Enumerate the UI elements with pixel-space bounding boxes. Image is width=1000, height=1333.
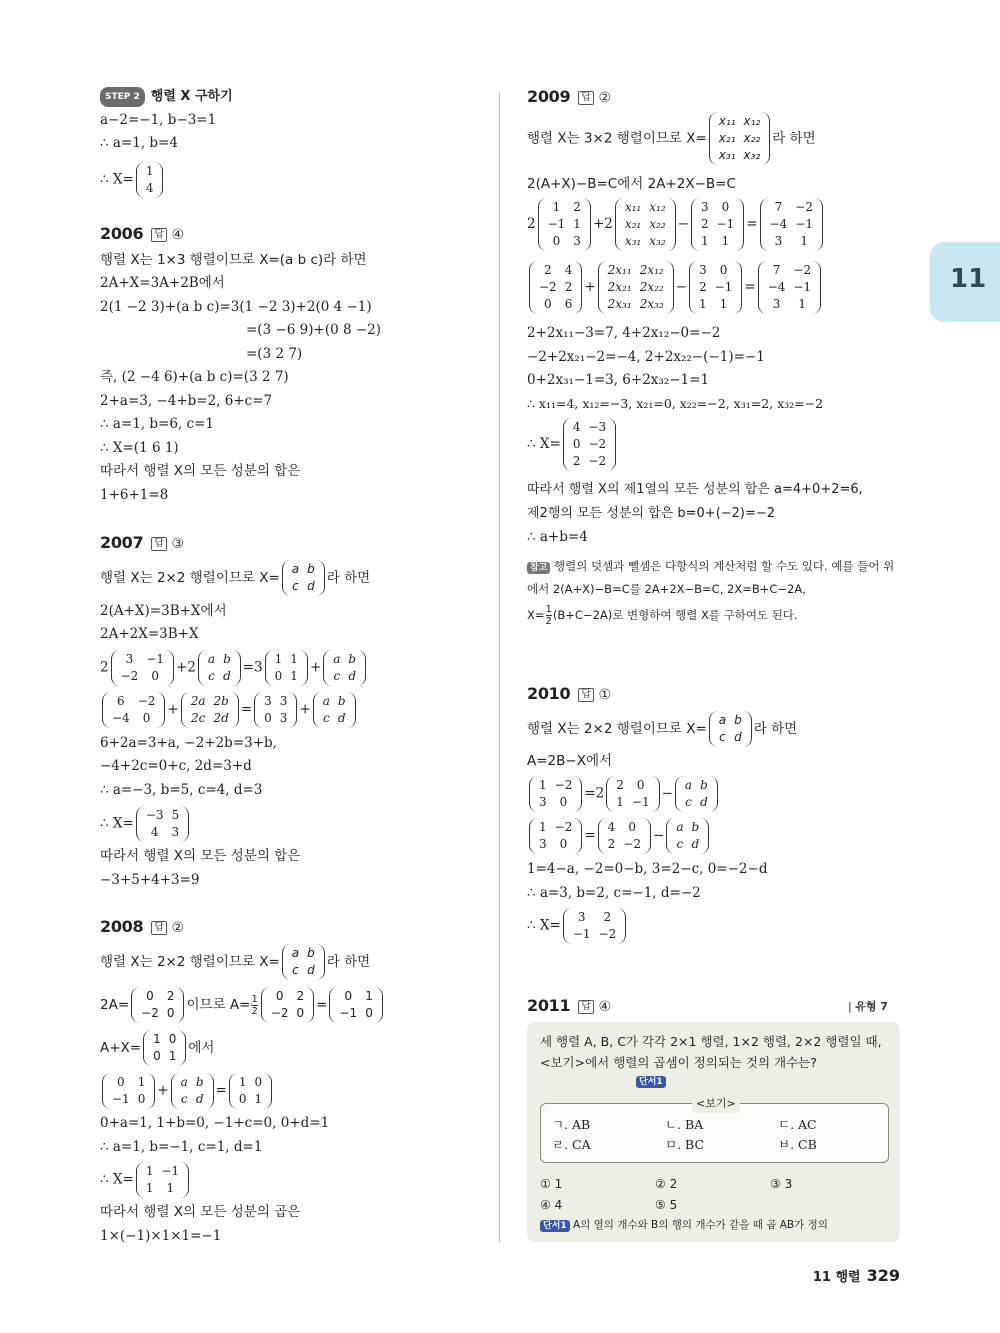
matrix-equation: 1 −2 3 0 = 4 0 2 −2 − a b c d	[527, 818, 711, 854]
math-line: ∴ a=3, b=2, c=−1, d=−2	[527, 885, 701, 901]
note-line: 참고 행렬의 덧셈과 뺄셈은 다항식의 계산처럼 할 수도 있다. 예를 들어 위	[527, 557, 894, 575]
math-line: 2A+2X=3B+X	[100, 626, 199, 642]
matrix-equation: 2 3 −1 −2 0 +2 a b c d =3 1 1 0 1 + a b c d	[100, 650, 368, 686]
math-line: 즉, (2 −4 6)+(a b c)=(3 2 7)	[100, 369, 289, 385]
question-line: <보기>에서 행렬의 곱셈이 정의되는 것의 개수는?	[540, 1055, 817, 1070]
bogi-item: ㄷ. AC	[778, 1117, 817, 1132]
text-line: 행렬 X는 3×2 행렬이므로 X= x₁₁ x₁₂ x₂₁ x₂₂ x₃₁ x₃₂ 라 하면	[527, 112, 816, 165]
math-line: ∴ a=1, b=6, c=1	[100, 416, 214, 432]
math-line: ∴ X= 1 4	[100, 162, 165, 198]
math-line: ∴ a=1, b=4	[100, 135, 178, 151]
matrix-equation: A+X= 1 0 0 1 에서	[100, 1030, 214, 1066]
chapter-tab: 11	[930, 242, 1000, 322]
math-line: A=2B−X에서	[527, 753, 613, 769]
question-line: 세 행렬 A, B, C가 각각 2×1 행렬, 1×2 행렬, 2×2 행렬일 때,	[540, 1034, 882, 1049]
choice-2: ② 2	[655, 1177, 678, 1191]
math-line: 0+a=1, 1+b=0, −1+c=0, 0+d=1	[100, 1115, 330, 1131]
math-line: −3+5+4+3=9	[100, 872, 200, 888]
matrix-equation: 2 1 2 −1 1 0 3 +2 x₁₁ x₁₂ x₂₁ x₂₂ x₃₁ x₃₂ − 3 0 2 −1 1 1 = 7 −2 −4 −1 3 1	[527, 198, 825, 251]
bogi-item: ㄴ. BA	[665, 1117, 704, 1132]
bogi-item: ㄹ. CA	[552, 1137, 591, 1152]
problem-type: | 유형 7	[848, 1000, 888, 1013]
column-divider	[499, 92, 500, 1242]
math-line: 0+2x₃₁−1=3, 6+2x₃₂−1=1	[527, 372, 710, 388]
math-line: a−2=−1, b−3=1	[100, 112, 217, 128]
text-line: 행렬 X는 2×2 행렬이므로 X= a b c d 라 하면	[100, 944, 370, 980]
math-line: 1×(−1)×1×1=−1	[100, 1228, 222, 1244]
text-line: 행렬 X는 2×2 행렬이므로 X= a b c d 라 하면	[100, 560, 370, 596]
math-line: ∴ a=−3, b=5, c=4, d=3	[100, 782, 263, 798]
step2-heading: STEP 2 행렬 X 구하기	[100, 87, 233, 107]
choice-4: ④ 4	[540, 1198, 563, 1212]
matrix-equation: 2 4 −2 2 0 6 + 2x₁₁ 2x₁₂ 2x₂₁ 2x₂₂ 2x₃₁ 2x₃₂ − 3 0 2 −1 1 1 = 7 −2 −4 −1 3 1	[527, 261, 823, 314]
matrix-equation: 1 −2 3 0 =2 2 0 1 −1 − a b c d	[527, 776, 720, 812]
choice-5: ⑤ 5	[655, 1198, 678, 1212]
math-line: 2A+X=3A+2B에서	[100, 275, 225, 291]
bogi-item: ㄱ. AB	[552, 1117, 591, 1132]
text-line: 따라서 행렬 X의 제1열의 모든 성분의 합은 a=4+0+2=6,	[527, 482, 863, 497]
text-line: 따라서 행렬 X의 모든 성분의 합은	[100, 463, 301, 479]
math-line: ∴ X= 4 −3 0 −2 2 −2	[527, 418, 618, 471]
matrix-equation: 0 1 −1 0 + a b c d = 1 0 0 1	[100, 1073, 274, 1109]
text-line: 제2행의 모든 성분의 합은 b=0+(−2)=−2	[527, 506, 776, 521]
note-line: 에서 2(A+X)−B=C를 2A+2X−B=C, 2X=B+C−2A,	[527, 582, 806, 596]
math-line: −4+2c=0+c, 2d=3+d	[100, 758, 252, 774]
bogi-item: ㅂ. CB	[778, 1137, 817, 1152]
choice-1: ① 1	[540, 1177, 563, 1191]
matrix-equation: 6 −2 −4 0 + 2a 2b 2c 2d = 3 3 0 3 + a b c d	[100, 692, 358, 728]
text-line: 따라서 행렬 X의 모든 성분의 합은	[100, 848, 301, 864]
text-line: 행렬 X는 2×2 행렬이므로 X= a b c d 라 하면	[527, 711, 797, 747]
math-line: 1+6+1=8	[100, 487, 169, 503]
problem-number: 2006 답 ④	[100, 224, 185, 243]
text-line: 따라서 행렬 X의 모든 성분의 곱은	[100, 1204, 301, 1220]
page-footer: 11 행렬 329	[812, 1266, 900, 1285]
math-line: ∴ a=1, b=−1, c=1, d=1	[100, 1139, 263, 1155]
note-line: X= $\frac{1}{2}$ (B+C−2A)로 변형하여 행렬 X를 구하여도 된다.	[527, 604, 798, 627]
math-line: 2(A+X)−B=C에서 2A+2X−B=C	[527, 176, 736, 192]
math-line: 2(A+X)=3B+X에서	[100, 603, 227, 619]
math-line: ∴ X=(1 6 1)	[100, 440, 179, 456]
bogi-item: ㅁ. BC	[665, 1137, 705, 1152]
math-line: =(3 2 7)	[246, 346, 303, 362]
problem-number: 2007 답 ③	[100, 533, 185, 552]
problem-number: 2009 답 ②	[527, 87, 612, 106]
math-line: ∴ X= −3 5 4 3	[100, 806, 191, 842]
matrix-equation: 2A= 0 2 −2 0 이므로 A= $\frac{1}{2}$ 0 2 −2 0 = 0 1 −1 0	[100, 987, 385, 1023]
bogi-title: <보기>	[692, 1095, 740, 1113]
math-line: 2+2x₁₁−3=7, 4+2x₁₂−0=−2	[527, 325, 721, 341]
math-line: 2+a=3, −4+b=2, 6+c=7	[100, 393, 273, 409]
math-line: ∴ X= 1 −1 1 1	[100, 1162, 191, 1198]
text-line: 행렬 X는 1×3 행렬이므로 X=(a b c)라 하면	[100, 252, 367, 268]
hint-line: 단서1 A의 열의 개수와 B의 행의 개수가 같을 때 곱 AB가 정의	[540, 1216, 828, 1234]
math-line: 6+2a=3+a, −2+2b=3+b,	[100, 735, 277, 751]
math-line: 1=4−a, −2=0−b, 3=2−c, 0=−2−d	[527, 861, 768, 877]
math-line: 2(1 −2 3)+(a b c)=3(1 −2 3)+2(0 4 −1)	[100, 299, 372, 315]
math-line: ∴ a+b=4	[527, 529, 588, 545]
math-line: =(3 −6 9)+(0 8 −2)	[246, 322, 382, 338]
choice-3: ③ 3	[770, 1177, 793, 1191]
problem-number: 2010 답 ①	[527, 684, 612, 703]
problem-number: 2011 답 ④	[527, 996, 612, 1015]
problem-number: 2008 답 ②	[100, 917, 185, 936]
math-line: ∴ X= 3 2 −1 −2	[527, 908, 628, 944]
math-line: ∴ x₁₁=4, x₁₂=−3, x₂₁=0, x₂₂=−2, x₃₁=2, x₃₂=−2	[527, 396, 824, 411]
math-line: −2+2x₂₁−2=−4, 2+2x₂₂−(−1)=−1	[527, 349, 765, 365]
hint-tag: 단서1	[636, 1071, 666, 1089]
